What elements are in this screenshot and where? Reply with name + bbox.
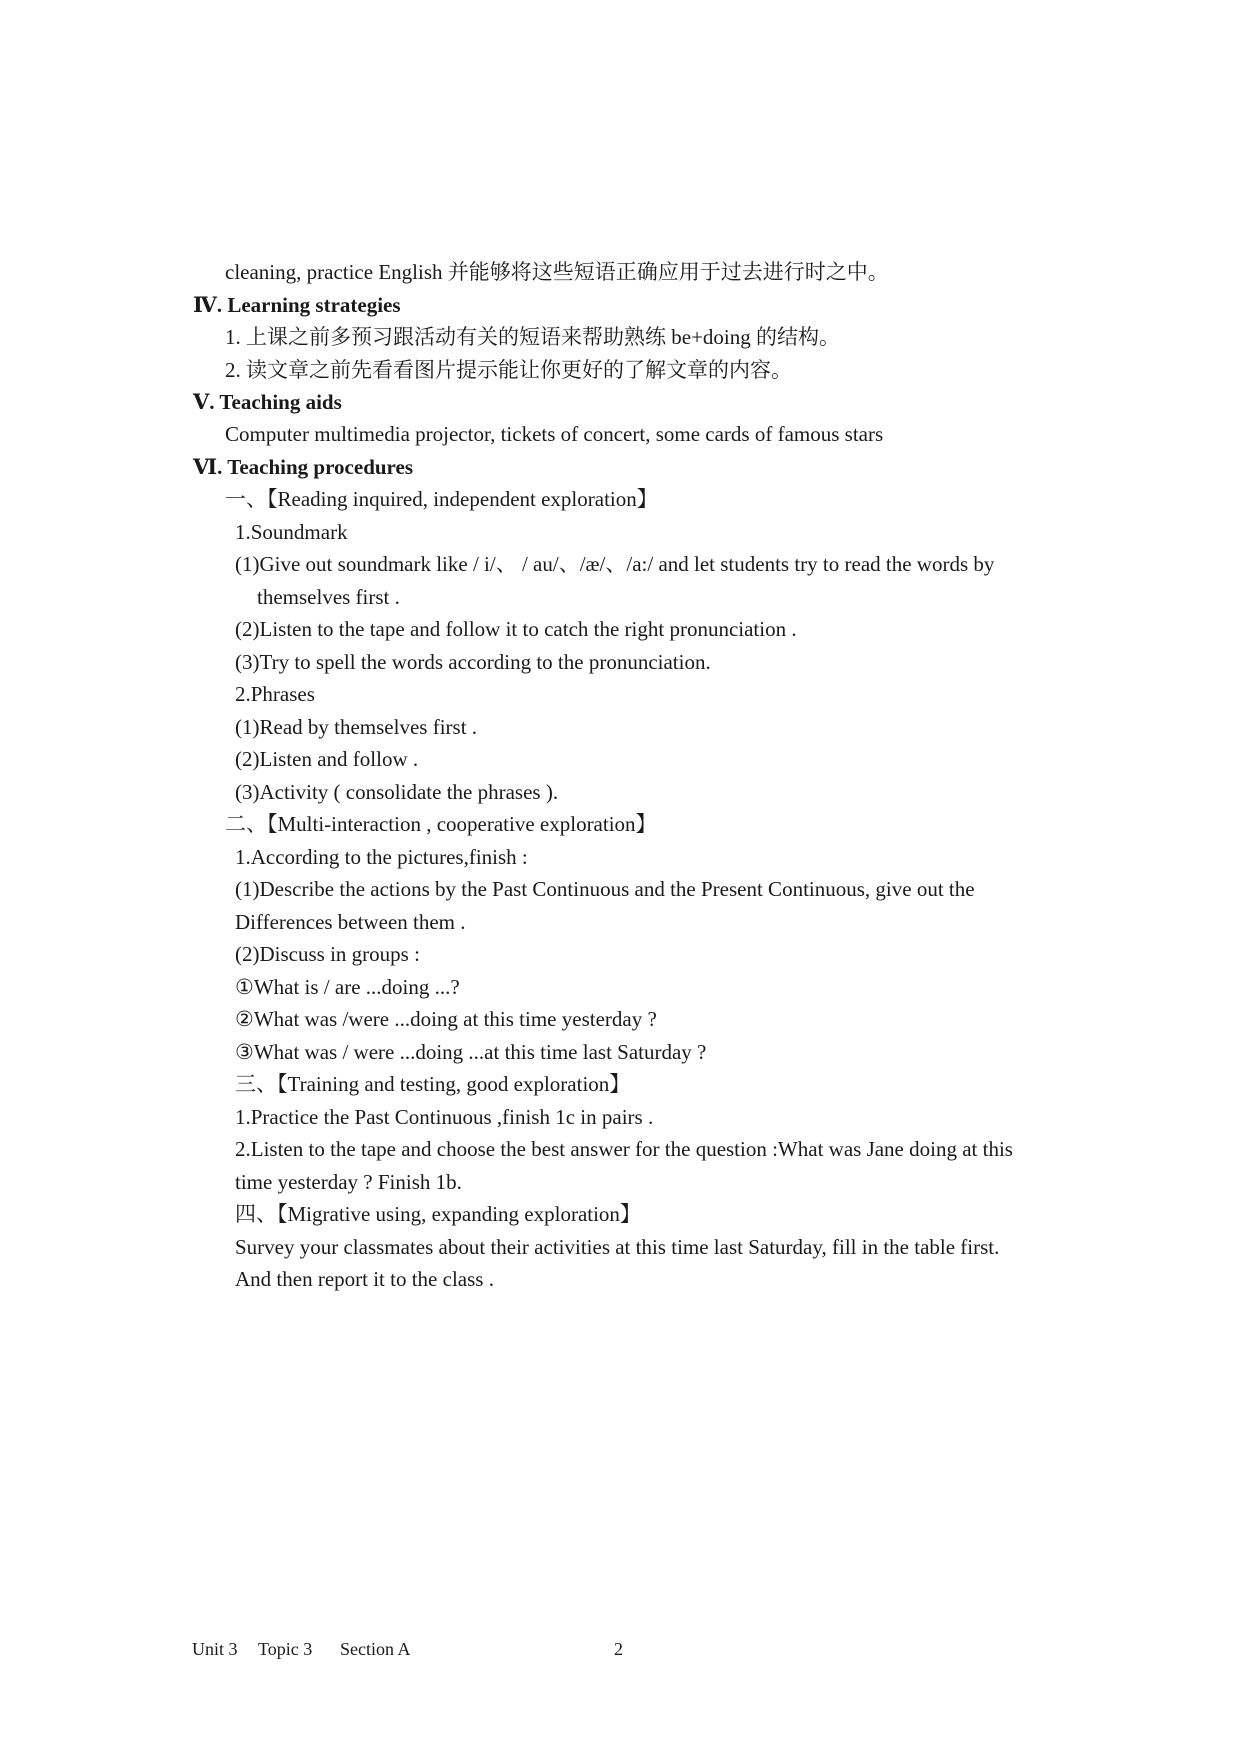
strategy-item-1: 1. 上课之前多预习跟活动有关的短语来帮助熟练 be+doing 的结构。 — [225, 325, 840, 349]
part-2-line: (1)Describe the actions by the Past Continuous and the Present Continuous, give out the — [235, 877, 975, 901]
part-3-line: 2.Listen to the tape and choose the best answer for the question :What was Jane doing at this — [235, 1137, 1013, 1161]
part-1-line: (2)Listen and follow . — [235, 747, 419, 771]
part-1-line: 2.Phrases — [235, 682, 315, 706]
section-5-heading: Ⅴ. Teaching aids — [193, 390, 342, 414]
part-3-title: 三、【Training and testing, good exploration】 — [235, 1072, 631, 1096]
part-1-line: (3)Activity ( consolidate the phrases ). — [235, 780, 559, 804]
page-number: 2 — [614, 1639, 623, 1659]
part-2-title: 二、【Multi-interaction , cooperative exploration】 — [225, 812, 657, 836]
part-4-line: And then report it to the class . — [235, 1267, 494, 1291]
part-2-line: ③What was / were ...doing ...at this time last Saturday ? — [235, 1040, 707, 1064]
part-1-title: 一、【Reading inquired, independent exploration】 — [225, 487, 658, 511]
part-1-line: 1.Soundmark — [235, 520, 348, 544]
part-3-line: 1.Practice the Past Continuous ,finish 1c in pairs . — [235, 1105, 654, 1129]
part-2-line: ②What was /were ...doing at this time yesterday ? — [235, 1007, 657, 1031]
section-4-heading: Ⅳ. Learning strategies — [193, 293, 401, 317]
part-2-line: Differences between them . — [235, 910, 466, 934]
part-4-title: 四、【Migrative using, expanding exploration】 — [235, 1202, 641, 1226]
footer-unit: Unit 3 — [192, 1639, 238, 1659]
part-2-line: ①What is / are ...doing ...? — [235, 975, 460, 999]
part-1-line: (1)Give out soundmark like / i/、 / au/、/æ/、/a:/ and let students try to read the words by — [235, 552, 995, 576]
part-2-line: (2)Discuss in groups : — [235, 942, 420, 966]
intro-line: cleaning, practice English 并能够将这些短语正确应用于过去进行时之中。 — [225, 260, 889, 284]
part-1-line: (2)Listen to the tape and follow it to catch the right pronunciation . — [235, 617, 797, 641]
part-4-line: Survey your classmates about their activities at this time last Saturday, fill in the table first. — [235, 1235, 1000, 1259]
footer-section: Section A — [340, 1639, 411, 1659]
teaching-aids-text: Computer multimedia projector, tickets of concert, some cards of famous stars — [225, 422, 884, 446]
part-2-line: 1.According to the pictures,finish : — [235, 845, 528, 869]
part-3-line: time yesterday ? Finish 1b. — [235, 1170, 462, 1194]
footer-topic: Topic 3 — [258, 1639, 313, 1659]
strategy-item-2: 2. 读文章之前先看看图片提示能让你更好的了解文章的内容。 — [225, 358, 792, 382]
part-1-line: themselves first . — [257, 585, 400, 609]
section-6-heading: Ⅵ. Teaching procedures — [193, 455, 413, 479]
part-1-line: (3)Try to spell the words according to the pronunciation. — [235, 650, 711, 674]
part-1-line: (1)Read by themselves first . — [235, 715, 478, 739]
